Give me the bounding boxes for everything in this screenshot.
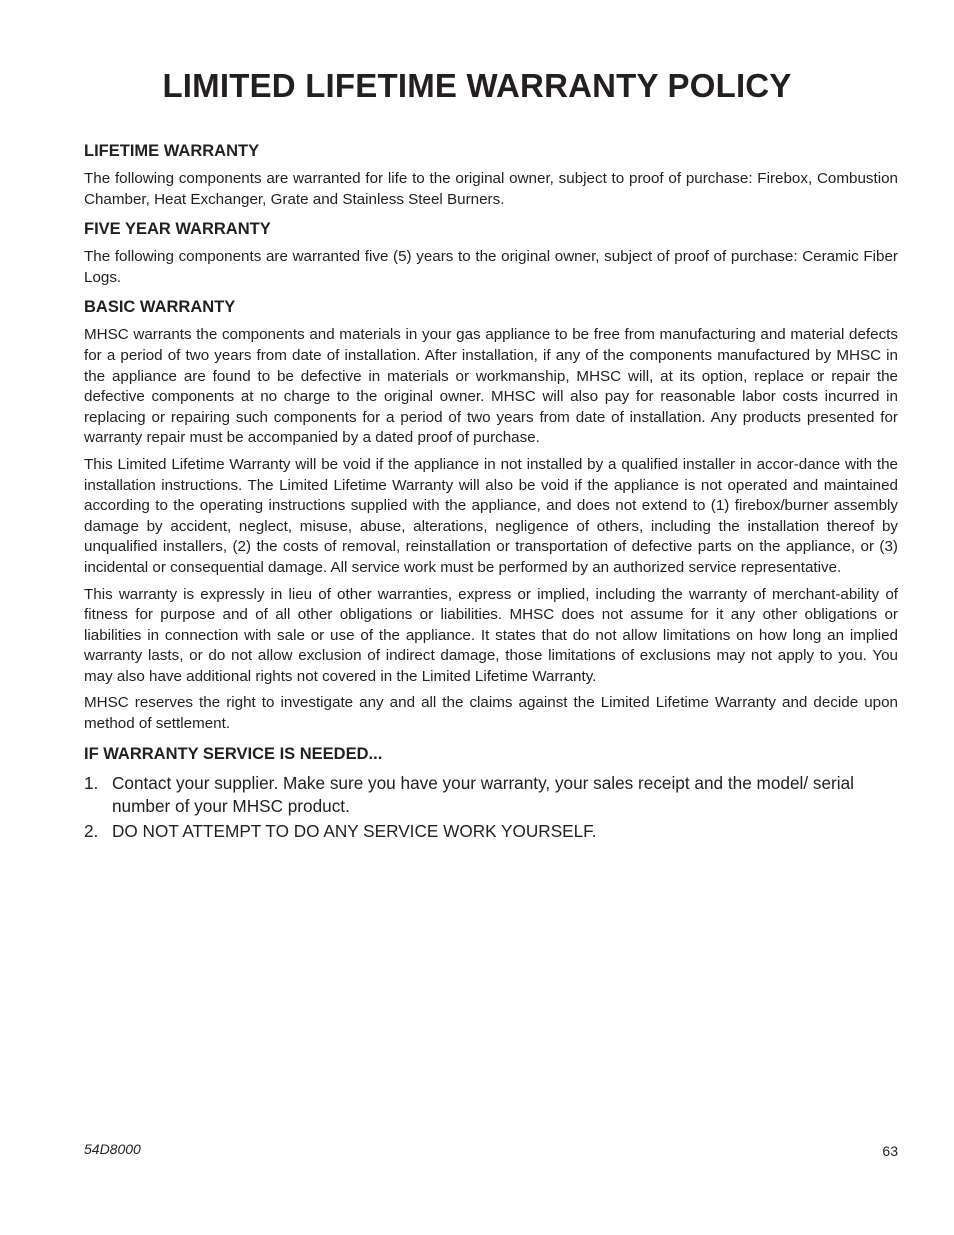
document-body	[84, 140, 898, 845]
list-item-number: 1.	[84, 772, 99, 793]
basic-warranty-paragraph: This Limited Lifetime Warranty will be void if the appliance in not installed by a qualified installer in accor-dance with the installation instructions. The Limited Lifetime Warranty will also be void if the appliance is not operated and maintained according to the operating instructions supplied with the appliance, and does not extend to (1) firebox/burner assembly damage by accident, neglect, misuse, abuse, alterations, negligence of others, including the installation thereof by unqualified installers, (2) the costs of removal, reinstallation or transportation of defective parts on the appliance, or (3) incidental or consequential damage. All service work must be performed by an authorized service representative.	[84, 455, 898, 576]
document-code: 54D8000	[84, 1141, 141, 1157]
list-item	[84, 772, 898, 818]
basic-warranty-paragraph: MHSC warrants the components and materials in your gas appliance to be free from manufacturing and material defects for a period of two years from date of installation. After installation, if any of the components manufactured by MHSC in the appliance are found to be defective in materials or workmanship, MHSC will, at its option, replace or repair the defective components at no charge to the original owner. MHSC will also pay for reasonable labor costs incurred in replacing or repairing such components for a period of two years from date of installation. Any products presented for warranty repair must be accompanied by a dated proof of purchase.	[84, 326, 898, 447]
five-year-warranty-heading: FIVE YEAR WARRANTY	[84, 220, 271, 239]
list-item	[84, 820, 898, 843]
basic-warranty-paragraph: This warranty is expressly in lieu of other warranties, express or implied, including the warranty of merchant-ability of fitness for purpose and of all other obligations or liabilities. MHSC does not assume for it any other obligations or liabilities in connection with sale or use of the appliance. It states that do not allow limitations on how long an implied warranty lasts, or do not allow exclusion of indirect damage, those limitations of exclusions may not apply to you. You may also have additional rights not covered in the Limited Lifetime Warranty.	[84, 585, 898, 685]
five-year-warranty-text: The following components are warranted five (5) years to the original owner, subject of proof of purchase: Ceramic Fiber Logs.	[84, 248, 898, 286]
page-number: 63	[882, 1143, 898, 1159]
warranty-service-heading: IF WARRANTY SERVICE IS NEEDED...	[84, 744, 383, 763]
basic-warranty-paragraph: MHSC reserves the right to investigate any and all the claims against the Limited Lifetime Warranty and decide upon method of settlement.	[84, 694, 898, 733]
service-steps-list	[84, 772, 898, 843]
list-item-number: 2.	[84, 820, 99, 841]
basic-warranty-heading: BASIC WARRANTY	[84, 298, 236, 317]
page-title: LIMITED LIFETIME WARRANTY POLICY	[162, 67, 792, 104]
list-item-text: Contact your supplier. Make sure you have your warranty, your sales receipt and the model/ serial number of your MHSC product.	[112, 772, 854, 816]
lifetime-warranty-text: The following components are warranted for life to the original owner, subject to proof of purchase: Firebox, Combustion Chamber, Heat Exchanger, Grate and Stainless Steel Burners.	[84, 170, 898, 208]
lifetime-warranty-heading: LIFETIME WARRANTY	[84, 142, 260, 160]
list-item-text: DO NOT ATTEMPT TO DO ANY SERVICE WORK YOURSELF.	[112, 820, 597, 841]
